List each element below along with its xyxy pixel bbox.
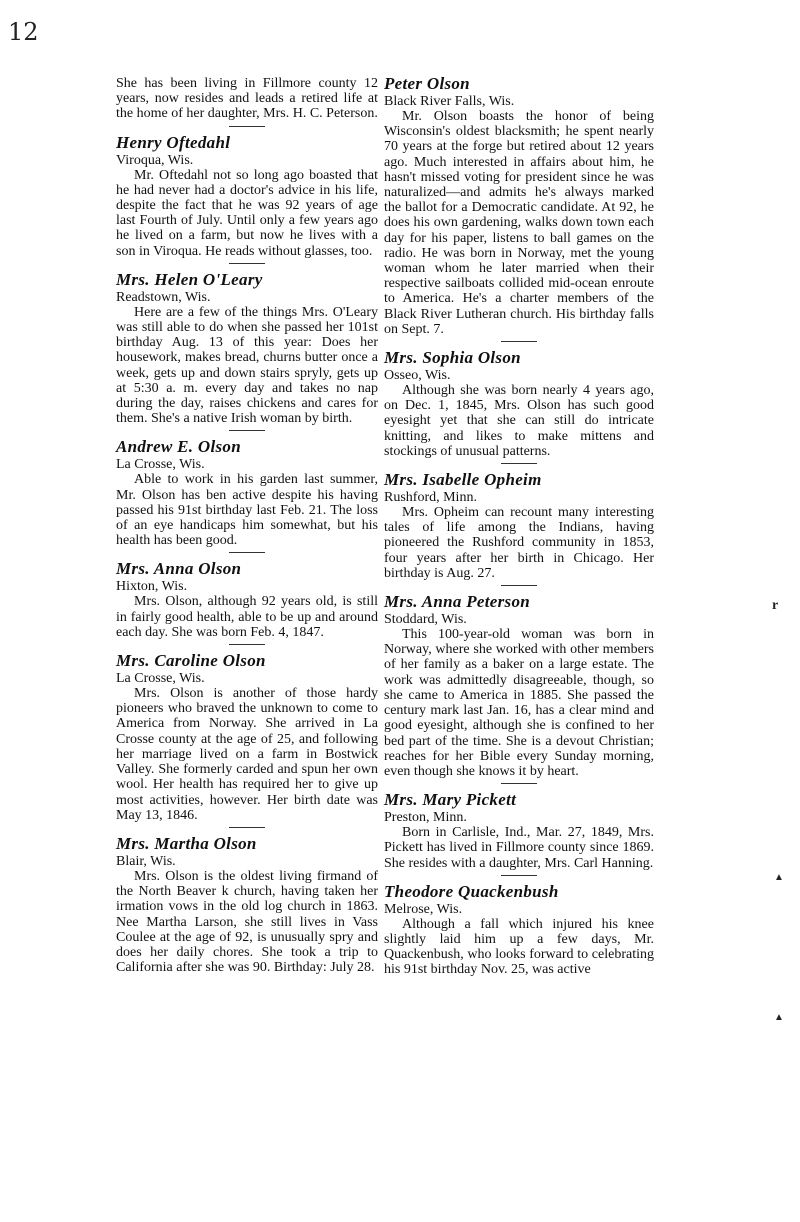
obituary-entry xyxy=(116,437,378,548)
entry-name: Andrew E. Olson xyxy=(116,437,241,457)
margin-mark: r xyxy=(772,598,779,613)
entry-name: Theodore Quackenbush xyxy=(384,881,559,901)
entry-text: Here are a few of the things Mrs. O'Leary was still able to do when she passed her 101st birthday Aug. 13 of this year: Does her housework, makes bread, churns butter once a week, gets up and down stairs spryly, gets up at 5:30 a. m. every day and takes no nap during the day, raises chickens and cares for them. She's a native Irish woman by birth. xyxy=(116,304,378,427)
entry-text: Mrs. Olson, although 92 years old, is still in fairly good health, able to be up and around each day. She was born Feb. 4, 1847. xyxy=(116,594,378,640)
obituary-entry xyxy=(116,559,378,640)
divider xyxy=(229,552,265,553)
entry-name: Peter Olson xyxy=(384,74,470,93)
obituary-entry xyxy=(384,470,654,581)
entry-place: Preston, Minn. xyxy=(384,810,467,826)
divider xyxy=(501,341,537,342)
entry-place: Viroqua, Wis. xyxy=(116,152,194,168)
entry-text: Mr. Olson boasts the honor of being Wisconsin's oldest blacksmith; he spent nearly 70 years at the forge but retired about 12 years ago. Much interested in affairs about him, he hasn't missed voting for president since he was naturalized—and admits he's always marked the ballot for a Democratic candidate. At 92, he does his own gardening, walks down town each day for his paper, listens to ball games on the radio. He was born in Norway, met the young woman whom he later married when their respective sailboats collided mid-ocean enroute to America. He's a charter members of the Black River Lutheran church. His birthday falls on Sept. 7. xyxy=(384,109,654,337)
entry-name: Mrs. Isabelle Opheim xyxy=(384,470,542,490)
entry-name: Mrs. Martha Olson xyxy=(116,833,257,853)
divider xyxy=(501,783,537,784)
divider xyxy=(501,585,537,586)
divider xyxy=(501,875,537,876)
obituary-entry xyxy=(384,74,654,337)
obituary-entry xyxy=(384,592,654,779)
entry-place: Hixton, Wis. xyxy=(116,579,188,595)
entry-text: Able to work in his garden last summer, Mr. Olson has ben active despite his having passed his 91st birthday last Feb. 21. The loss of an eye handicaps him somewhat, but his health has been good. xyxy=(116,472,378,549)
divider xyxy=(229,263,265,264)
entry-place: Readstown, Wis. xyxy=(116,289,211,305)
divider xyxy=(229,126,265,127)
page-number: 12 xyxy=(8,18,39,46)
entry-name: Mrs. Anna Olson xyxy=(116,559,242,579)
obituary-entry xyxy=(116,834,378,975)
entry-text: Mr. Oftedahl not so long ago boasted that he had never had a doctor's advice in his life, despite the fact that he was 92 years of age last Fourth of July. Until only a few years ago he lived on a farm, but now he lives with a son in Viroqua. He reads without glasses, too. xyxy=(116,167,378,259)
margin-mark: ▲ xyxy=(774,1012,784,1023)
entry-text: Mrs. Opheim can recount many interesting tales of life among the Indians, having pioneered the Rushford community in 1853, four years after her birth in Chicago. Her birthday is Aug. 27. xyxy=(384,505,654,581)
obituary-entry xyxy=(116,133,378,259)
obituary-entry xyxy=(116,270,378,427)
entry-text: Mrs. Olson is another of those hardy pioneers who braved the unknown to come to America from Norway. She arrived in La Crosse county at the age of 25, and following her marriage lived on a farm in Bostwick Valley. She formerly carded and spun her own wool. Her health has required her to give up most activities, however. Her birth date was May 13, 1846. xyxy=(116,686,378,823)
right-column xyxy=(384,74,654,978)
divider xyxy=(229,430,265,431)
entry-place: Stoddard, Wis. xyxy=(384,612,467,628)
left-column xyxy=(116,76,378,975)
entry-text: Mrs. Olson is the oldest living firmand of the North Beaver k church, having taken her irmation vows in the old log church in 1863. Nee Martha Larson, she still lives in Vass Coulee at the age of 92, is unusually spry and does her daily chores. She took a trip to California after she was 90. Birthday: July 28. xyxy=(116,868,378,976)
entry-name: Mrs. Helen O'Leary xyxy=(116,269,263,289)
entry-name: Mrs. Mary Pickett xyxy=(384,790,517,810)
divider xyxy=(501,463,537,464)
divider xyxy=(229,644,265,645)
entry-place: Melrose, Wis. xyxy=(384,901,463,917)
entry-place: Osseo, Wis. xyxy=(384,368,451,384)
entry-name: Mrs. Anna Peterson xyxy=(384,592,530,612)
divider xyxy=(229,827,265,828)
entry-text: Although a fall which injured his knee slightly laid him up a few days, Mr. Quackenbush, who looks forward to celebrating his 91st birthday Nov. 25, was active xyxy=(384,916,654,978)
obituary-entry xyxy=(384,348,654,459)
entry-text: Although she was born nearly 4 years ago, on Dec. 1, 1845, Mrs. Olson has such good eyesight yet that she can still do intricate knitting, and likes to make mittens and stockings of unusual patterns. xyxy=(384,383,654,459)
entry-place: La Crosse, Wis. xyxy=(116,671,205,687)
margin-mark: ▲ xyxy=(774,872,784,883)
obituary-entry xyxy=(384,790,654,871)
entry-place: La Crosse, Wis. xyxy=(116,457,205,473)
entry-name: Mrs. Caroline Olson xyxy=(116,651,266,671)
obituary-entry xyxy=(116,651,378,823)
entry-place: Blair, Wis. xyxy=(116,853,176,869)
obituary-entry xyxy=(384,882,654,978)
entry-name: Henry Oftedahl xyxy=(116,132,231,152)
entry-text: Born in Carlisle, Ind., Mar. 27, 1849, Mrs. Pickett has lived in Fillmore county since 1869. She resides with a daughter, Mrs. Carl Hanning. xyxy=(384,825,654,871)
entry-place: Black River Falls, Wis. xyxy=(384,94,515,109)
continuation-text: She has been living in Fillmore county 12 years, now resides and leads a retired life at the home of her daughter, Mrs. H. C. Peterson. xyxy=(116,76,378,122)
entry-place: Rushford, Minn. xyxy=(384,490,477,506)
entry-name: Mrs. Sophia Olson xyxy=(384,348,521,368)
entry-text: This 100-year-old woman was born in Norway, where she worked with other members of her family as a baker on a large estate. The work was admittedly disagreeable, though, so she came to America in 1885. She passed the century mark last Jan. 16, has a clear mind and good eyesight, although she is confined to her bed part of the time. She is a devout Christian; reaches for her Bible every Sunday morning, even though she knows it by heart. xyxy=(384,627,654,779)
